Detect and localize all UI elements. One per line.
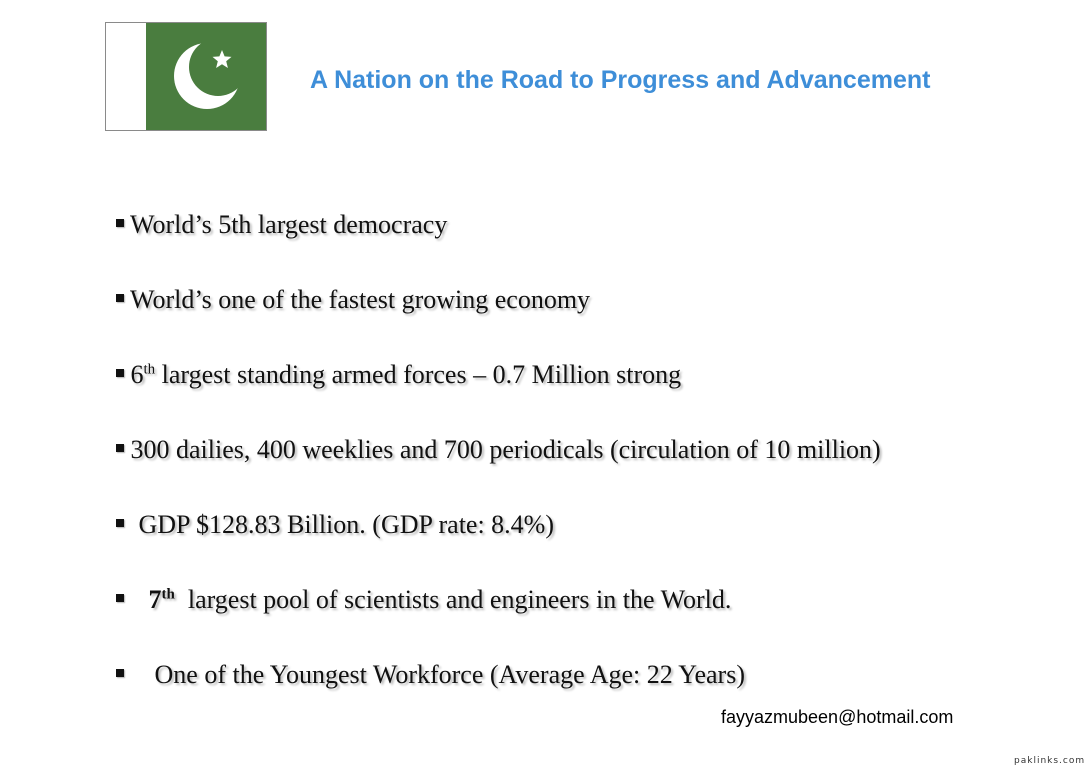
crescent-star-icon — [106, 23, 267, 131]
square-bullet-icon — [116, 444, 124, 452]
bullet-text-rest: largest standing armed forces – 0.7 Million strong — [155, 360, 682, 389]
bullet-item — [116, 580, 731, 620]
bullet-text: 300 dailies, 400 weeklies and 700 periodicals (circulation of 10 million) — [130, 435, 881, 464]
bullet-text: 7 — [148, 585, 162, 614]
watermark: paklinks.com — [1014, 756, 1086, 766]
bullet-item — [116, 355, 681, 395]
bullet-text: World’s one of the fastest growing economy — [130, 285, 591, 314]
bullet-text-rest: largest pool of scientists and engineers in the World. — [174, 585, 732, 614]
bullet-item — [116, 655, 745, 695]
square-bullet-icon — [116, 219, 124, 227]
square-bullet-icon — [116, 594, 124, 602]
bullet-superscript: th — [143, 361, 156, 378]
bullet-item — [116, 505, 554, 545]
square-bullet-icon — [116, 519, 124, 527]
bullet-item — [116, 430, 881, 470]
bullet-text: 6 — [130, 360, 144, 389]
bullet-text: World’s 5th largest democracy — [130, 210, 448, 239]
bullet-superscript: th — [161, 586, 175, 603]
bullet-text: GDP $128.83 Billion. (GDP rate: 8.4%) — [138, 510, 554, 539]
contact-email: fayyazmubeen@hotmail.com — [721, 707, 954, 727]
slide-title: A Nation on the Road to Progress and Advancement — [310, 66, 931, 94]
square-bullet-icon — [116, 669, 124, 677]
bullet-item — [116, 280, 590, 320]
square-bullet-icon — [116, 369, 124, 377]
pakistan-flag — [105, 22, 267, 131]
square-bullet-icon — [116, 294, 124, 302]
bullet-text: One of the Youngest Workforce (Average Age: 22 Years) — [154, 660, 745, 689]
bullet-item — [116, 205, 447, 245]
